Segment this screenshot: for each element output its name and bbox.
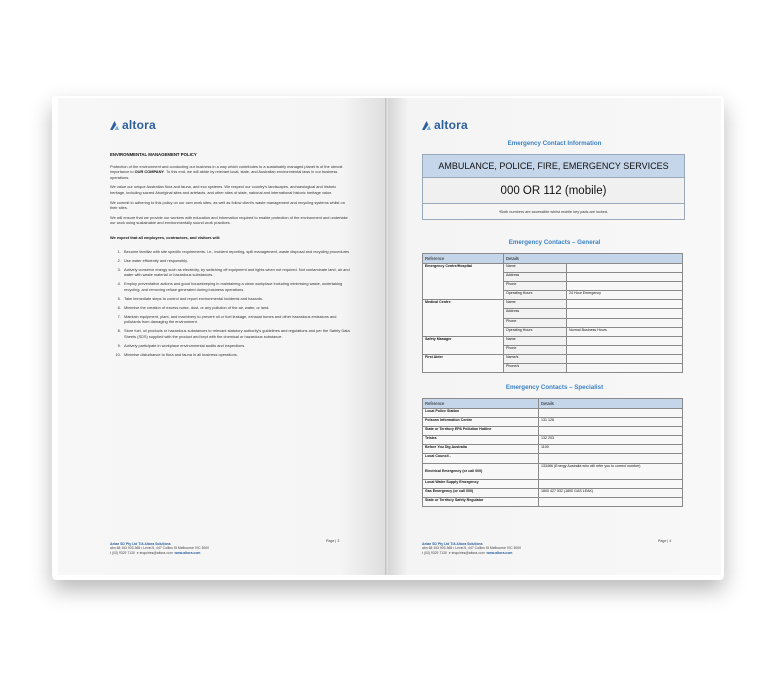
table-row: Phone/s — [423, 364, 683, 373]
brand-name: altora — [434, 118, 468, 132]
page-number: Page | 4 — [658, 539, 672, 543]
table-row: Address — [423, 309, 683, 318]
specialist-contacts-title: Emergency Contacts – Specialist — [505, 384, 604, 391]
specialist-contacts-table — [422, 398, 683, 507]
general-contacts-table — [422, 253, 683, 373]
table-row: Operating Hours 24 Hour Emergency — [423, 291, 683, 300]
table-row: Telstra 132 203 — [423, 436, 683, 445]
table-row: Safety Manager Name — [423, 336, 683, 345]
table-row: Phone — [423, 282, 683, 291]
list-item: 3. Actively conserve energy such as electricity, by switching off equipment and lights when not required. Not contaminate land, air and water with waste material or hazardous substances. — [122, 267, 350, 278]
list-item: 5. Take immediate steps to control and report environmental incidents and hazards. — [122, 296, 350, 302]
brand-name: altora — [122, 118, 156, 132]
emergency-number: 000 OR 112 (mobile) — [423, 178, 684, 204]
policy-heading: ENVIRONMENTAL MANAGEMENT POLICY — [110, 152, 197, 157]
table-header-row: Reference Details — [423, 399, 683, 409]
policy-text — [110, 152, 350, 361]
right-page — [388, 98, 721, 575]
general-contacts-title: Emergency Contacts – General — [508, 239, 601, 246]
list-item: 1. Become familiar with site specific requirements. i.e., incident reporting, spill management, waste disposal and recycling procedures — [122, 249, 350, 255]
table-row: Local Police Station — [423, 409, 683, 418]
services-label: AMBULANCE, POLICE, FIRE, EMERGENCY SERVICES — [423, 155, 684, 178]
brand-logo — [110, 118, 156, 132]
page-number: Page | 3 — [326, 539, 340, 543]
table-row: Electrical Emergency (or call 000) 133466 (Energy Australia who will refer you to correct number) — [423, 463, 683, 479]
list-item: 8. Store fuel, oil products or hazardous substances to relevant statutory authority's guidelines and regulations and per the Safety Data Sheets (SDS) supplied with the product and kept with the chemical or hazardous substance. — [122, 328, 350, 339]
table-row: Local Council - — [423, 454, 683, 463]
table-row: Local Water Supply Emergency — [423, 479, 683, 488]
table-row: Medical Centre Name — [423, 300, 683, 309]
list-item: 9. Actively participate in workplace environmental audits and inspections. — [122, 343, 350, 349]
list-item: 6. Minimise the creation of excess noise, dust, or any pollution of the air, water, or land. — [122, 305, 350, 311]
table-row: Before You Dig Australia 1100 — [423, 445, 683, 454]
table-row: First Aider Name/s — [423, 354, 683, 363]
policy-paragraph-2: We value our unique Australian flora and fauna, and eco systems. We respect our country's landscapes, archaeological and historic heritage, including sacred Aboriginal sites and artefacts, and other sites of state, national and international historic heritage value. — [110, 184, 337, 195]
policy-expect: We expect that all employees, contractors, and visitors will: — [110, 234, 221, 240]
page-footer: Aelan SD Pty Ltd T/A Altora Solutions abn 68 153 003 368 • Level 5, 447 Collins St Melbourne VIC 3000 t (03) 9329 7130 e enquiries@altora.com www.altora.com — [422, 541, 522, 555]
emergency-services-box — [422, 154, 685, 220]
emergency-note: *Both numbers are accessible whilst mobile key pads are locked. — [423, 204, 684, 219]
emergency-info-title: Emergency Contact Information — [507, 140, 602, 147]
page-footer: Aelan SD Pty Ltd T/A Altora Solutions abn 68 153 003 368 • Level 5, 447 Collins St Melbourne VIC 3000 t (03) 9329 7130 e enquiries@altora.com www.altora.com — [110, 541, 210, 555]
table-header-row: Reference Details — [423, 254, 683, 264]
left-page — [58, 98, 391, 575]
policy-list — [110, 249, 350, 358]
altora-logo-mark-icon — [422, 121, 431, 130]
table-row: Poisons Information Centre 131 126 — [423, 418, 683, 427]
table-row: State or Territory EPA Pollution Hotline — [423, 427, 683, 436]
policy-paragraph-3: We commit to adhering to this policy on our own work sites, as well as follow client's waste management and recycling systems whilst on their sites. — [110, 199, 345, 211]
list-item: 4. Employ preventative actions and good housekeeping in maintaining a clean workplace including minimising waste, undertaking recycling, and removing refuse generated during business operations. — [122, 281, 350, 292]
list-item: 7. Maintain equipment, plant, and machinery to prevent oil or fuel leakage, exhaust fumes and other hazardous emissions and pollutants from damaging the environment. — [122, 314, 350, 325]
policy-paragraph-1: Protection of the environment and conducting our business in a way which contributes to a sustainably managed planet is of the utmost importance to OUR COMPANY. To this end, we will abide by relevant local, state, and Australian environmental laws in our business operations. — [110, 163, 343, 180]
table-row: Phone — [423, 318, 683, 327]
table-row: State or Territory Safety Regulator — [423, 497, 683, 506]
table-row: Gas Emergency (or call 000) 1800 427 532 (1800 GAS LEAK) — [423, 488, 683, 497]
list-item: 10. Minimise disturbance to flora and fauna in all business operations. — [122, 352, 350, 358]
altora-logo-mark-icon — [110, 121, 119, 130]
brand-logo — [422, 118, 468, 132]
list-item: 2. Use water efficiently and responsibly. — [122, 258, 350, 264]
table-row: Address — [423, 273, 683, 282]
policy-paragraph-4: We will ensure that we provide our workers with education and information required to enable protection of the environment and undertake our work using sustainable and environmentally sound work practices. — [110, 214, 348, 226]
table-row: Emergency Centre/Hospital Name — [423, 264, 683, 273]
table-row: Phone — [423, 345, 683, 354]
table-row: Operating Hours Normal Business Hours — [423, 327, 683, 336]
